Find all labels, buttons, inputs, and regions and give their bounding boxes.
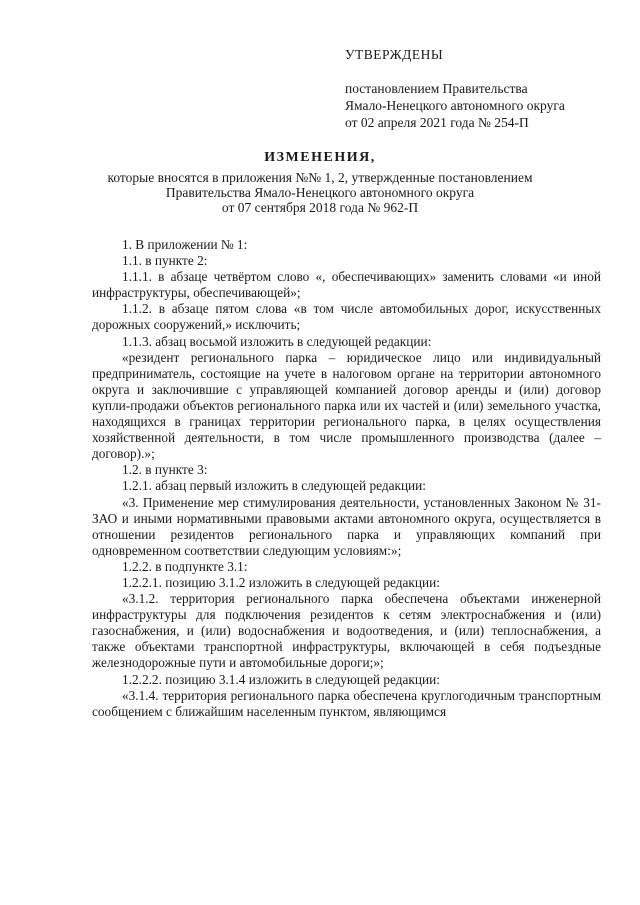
document-body [92,237,601,720]
approval-block [345,46,565,131]
title-main: ИЗМЕНЕНИЯ, [264,150,376,165]
title-sub-2: Правительства Ямало-Ненецкого автономного округа [165,185,475,200]
title-sub-1: которые вносятся в приложения №№ 1, 2, утвержденные постановлением [107,170,533,185]
document-title [0,150,640,215]
paragraph: 1.2.1. абзац первый изложить в следующей редакции: [122,478,426,494]
paragraph: 1.1.2. в абзаце пятом слова «в том числе автомобильных дорог, искусственных дорожных сооружений,» исключить; [92,301,601,333]
approval-line-2: Ямало-Ненецкого автономного округа [345,98,565,113]
paragraph: 1.2.2. в подпункте 3.1: [122,558,248,574]
paragraph: 1.2.2.1. позицию 3.1.2 изложить в следующей редакции: [122,574,440,590]
paragraph: 1.1.3. абзац восьмой изложить в следующей редакции: [122,333,432,349]
paragraph: 1.1. в пункте 2: [122,253,208,269]
paragraph: «3. Применение мер стимулирования деятельности, установленных Законом № 31-ЗАО и иными нормативными правовыми актами автономного округа, осуществляется в отношении резидентов регионального парка и управляющих компаний при одновременном соответствии следующим условиям:»; [92,494,601,558]
approval-heading: УТВЕРЖДЕНЫ [345,47,444,62]
paragraph: «3.1.2. территория регионального парка обеспечена объектами инженерной инфраструктуры для подключения резидентов к сетям электроснабжения и (или) газоснабжения, и (или) водоснабжения и водоотведения, и (или) теплоснабжения, а также объектами транспортной инфраструктуры, включающей в себя подъездные железнодорожные пути и автомобильные дороги;»; [92,591,601,671]
approval-line-1: постановлением Правительства [345,81,528,96]
paragraph: 1.2.2.2. позицию 3.1.4 изложить в следующей редакции: [122,671,440,687]
paragraph: 1.2. в пункте 3: [122,462,208,478]
paragraph: «резидент регионального парка – юридическое лицо или индивидуальный предприниматель, состоящие на учете в налоговом органе на территории автономного округа и заключившие с управляющей компанией договор аренды и (или) договор купли-продажи объектов регионального парка или их частей и (или) земельного участка, находящихся в границах территории регионального парка, в целях осуществления хозяйственной деятельности, в том числе промышленного производства (далее – договор).»; [92,349,601,462]
title-sub-3: от 07 сентября 2018 года № 962-П [221,200,419,215]
paragraph: 1.1.1. в абзаце четвёртом слово «, обеспечивающих» заменить словами «и иной инфраструктуры, обеспечивающей»; [92,269,601,301]
approval-line-3: от 02 апреля 2021 года № 254-П [345,115,529,130]
paragraph: «3.1.4. территория регионального парка обеспечена круглогодичным транспортным сообщением с ближайшим населенным пунктом, являющимся [92,687,601,719]
paragraph: 1. В приложении № 1: [122,237,248,252]
